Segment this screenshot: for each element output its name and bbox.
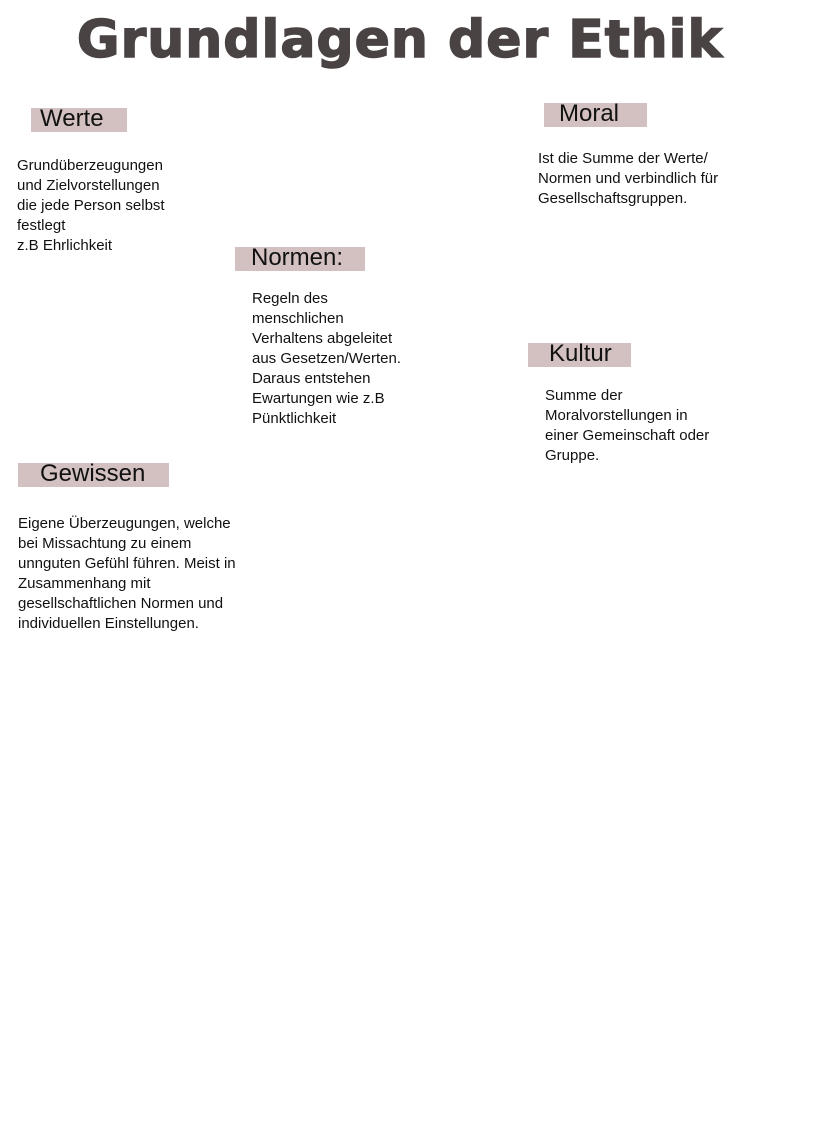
werte-text: Grundüberzeugungen und Zielvorstellungen die jede Person selbst festlegt z.B Ehrlichkeit [17, 157, 165, 254]
gewissen-text: Eigene Überzeugungen, welche bei Missachtung zu einem unnguten Gefühl führen. Meist in Zusammenhang mit gesellschaftlichen Normen und individuellen Einstellungen. [18, 515, 236, 632]
moral-text: Ist die Summe der Werte/ Normen und verbindlich für Gesellschaftsgruppen. [538, 150, 719, 207]
moral-heading-box [544, 100, 647, 127]
page-title: Grundlagen der Ethik [76, 10, 724, 70]
kultur-text: Summe der Moralvorstellungen in einer Gemeinschaft oder Gruppe. [545, 387, 710, 464]
normen-heading: Normen: [251, 244, 344, 271]
moral-heading: Moral [559, 100, 620, 127]
werte-heading: Werte [40, 105, 104, 132]
kultur-heading: Kultur [549, 340, 612, 367]
werte-heading-box [31, 105, 127, 132]
normen-text: Regeln des menschlichen Verhaltens abgeleitet aus Gesetzen/Werten. Daraus entstehen Ewartungen wie z.B Pünktlichkeit [252, 290, 401, 427]
kultur-heading-box [528, 340, 631, 367]
normen-heading-box [235, 244, 365, 271]
gewissen-heading-box [18, 460, 169, 487]
gewissen-heading: Gewissen [40, 460, 146, 487]
